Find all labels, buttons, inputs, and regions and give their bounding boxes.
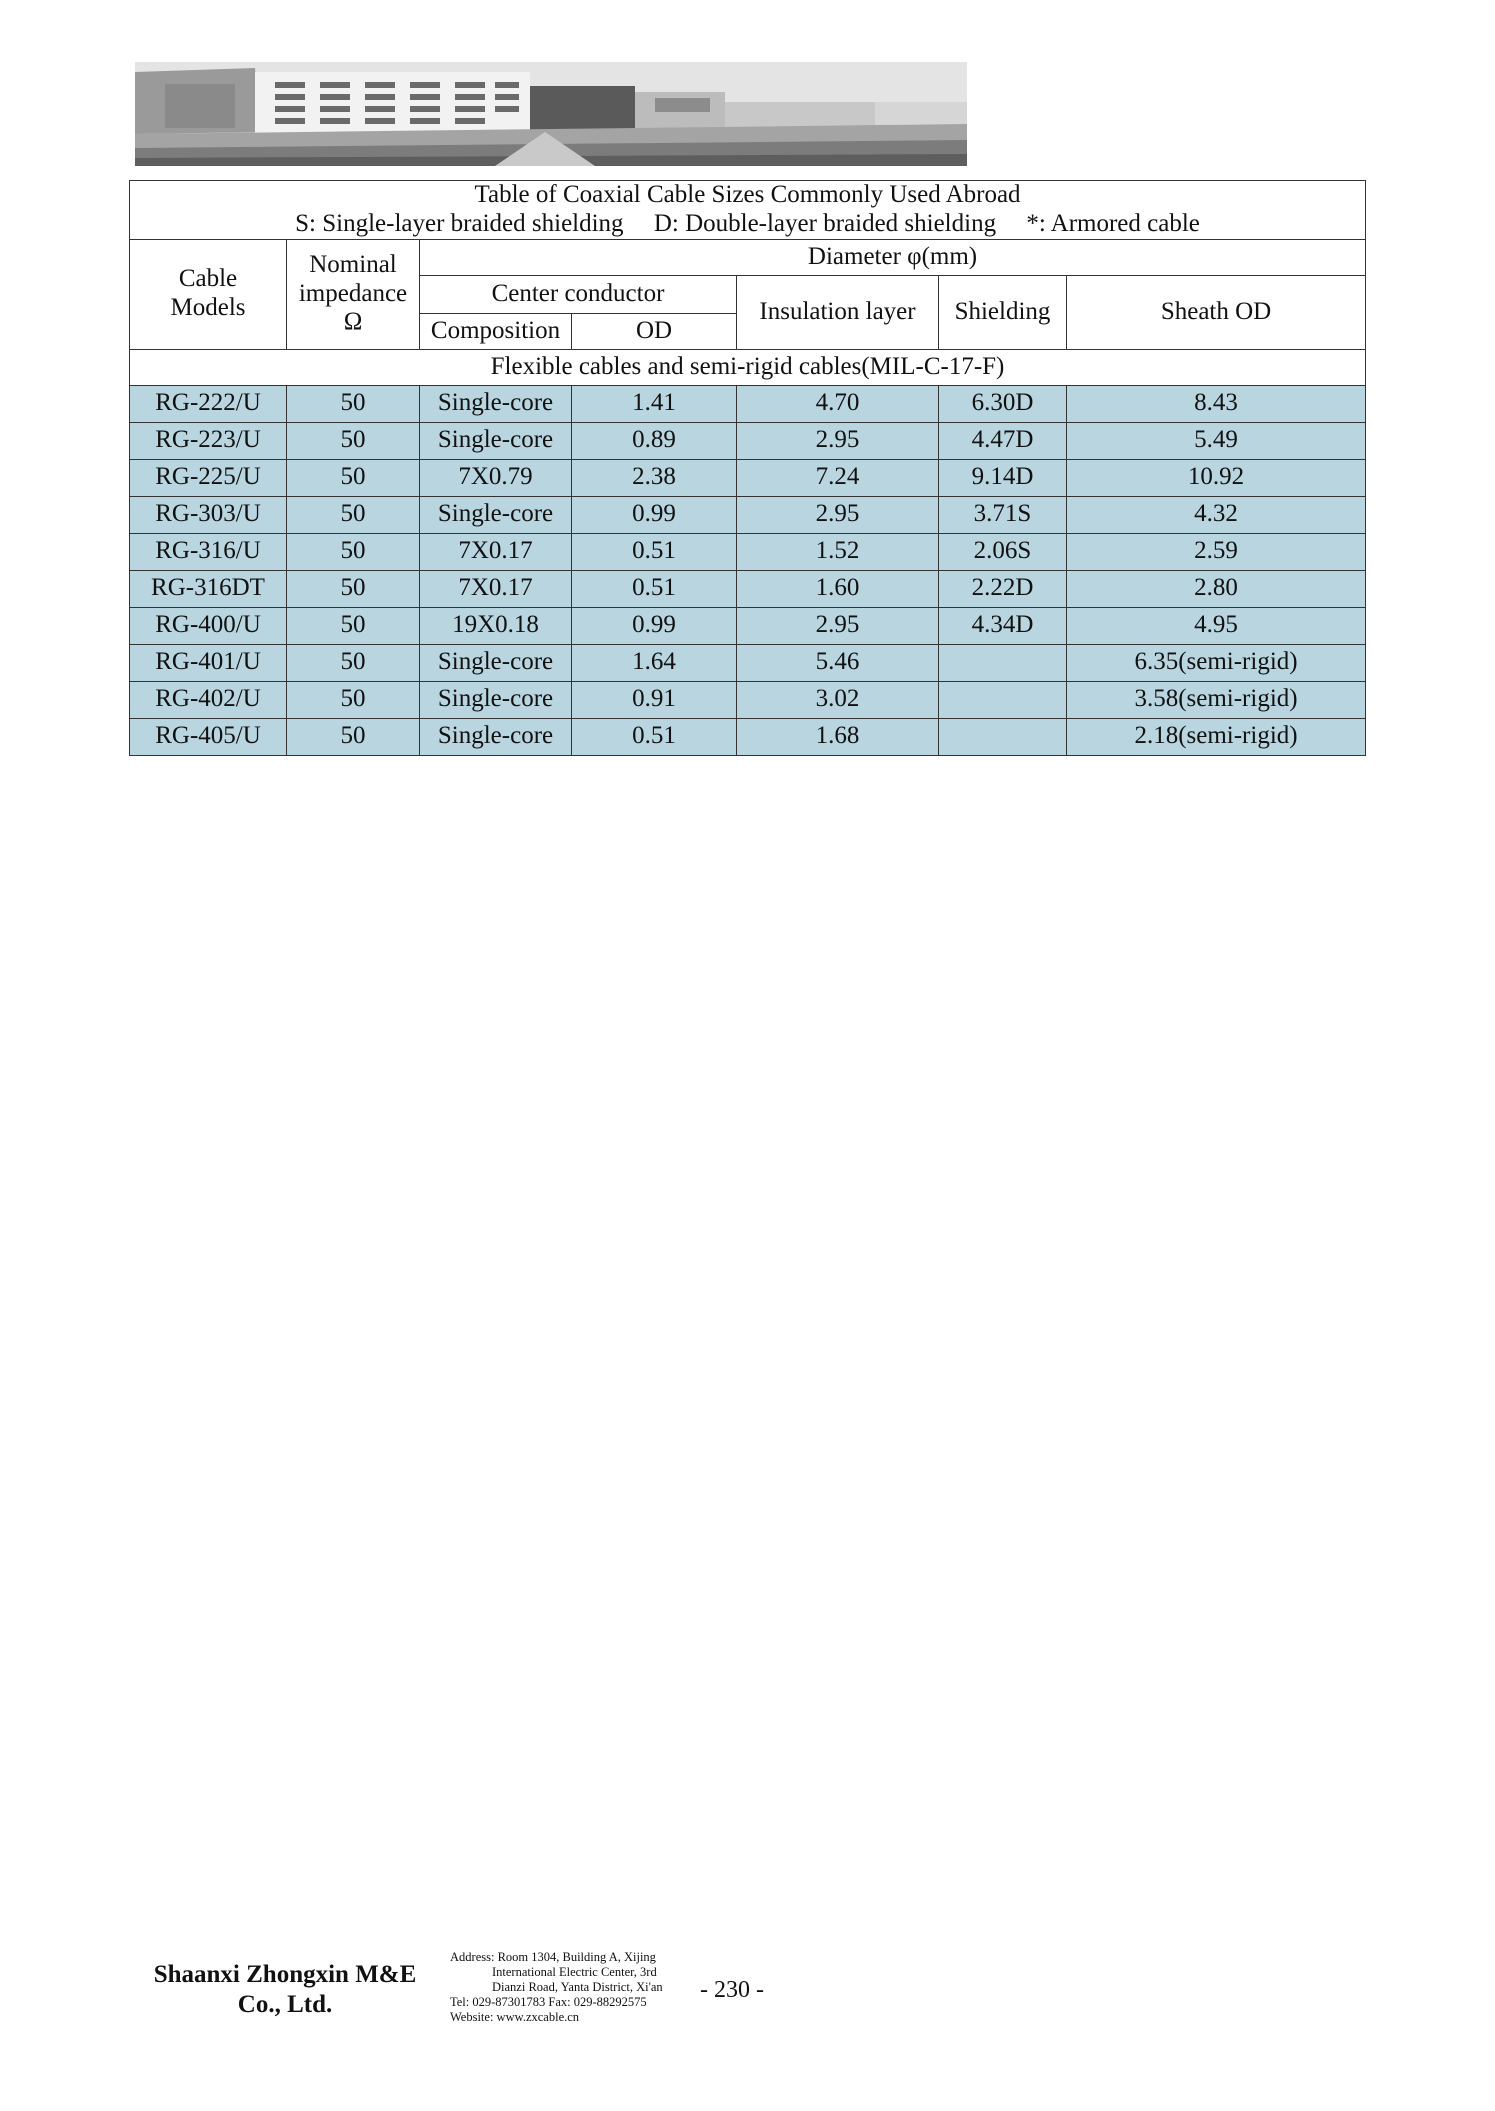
cell-impedance: 50 bbox=[287, 533, 420, 570]
cell-sheath: 2.80 bbox=[1067, 570, 1366, 607]
cell-insulation: 1.52 bbox=[737, 533, 939, 570]
cell-model: RG-303/U bbox=[130, 496, 287, 533]
website: Website: www.zxcable.cn bbox=[450, 2010, 580, 2024]
header-insulation-layer: Insulation layer bbox=[737, 275, 939, 349]
section-row bbox=[130, 349, 1366, 385]
cell-od: 0.51 bbox=[572, 718, 737, 755]
cell-model: RG-402/U bbox=[130, 681, 287, 718]
cell-insulation: 1.68 bbox=[737, 718, 939, 755]
table-legend bbox=[130, 210, 1365, 239]
address-line1: Address: Room 1304, Building A, Xijing bbox=[450, 1950, 656, 1964]
cell-sheath: 6.35(semi-rigid) bbox=[1067, 644, 1366, 681]
cell-od: 2.38 bbox=[572, 459, 737, 496]
cell-shielding bbox=[939, 644, 1067, 681]
cell-shielding: 4.34D bbox=[939, 607, 1067, 644]
header-composition: Composition bbox=[420, 313, 572, 349]
table-row bbox=[130, 496, 1366, 533]
cell-impedance: 50 bbox=[287, 385, 420, 422]
header-od: OD bbox=[572, 313, 737, 349]
cell-composition: Single-core bbox=[420, 496, 572, 533]
header-nominal-impedance bbox=[287, 239, 420, 349]
factory-building-banner-image bbox=[135, 62, 967, 166]
cell-impedance: 50 bbox=[287, 718, 420, 755]
cell-insulation: 2.95 bbox=[737, 496, 939, 533]
company-name-line2: Co., Ltd. bbox=[237, 1991, 333, 2018]
cell-od: 0.51 bbox=[572, 533, 737, 570]
header-nominal: Nominal bbox=[309, 250, 397, 278]
cell-od: 0.89 bbox=[572, 422, 737, 459]
header-shielding: Shielding bbox=[939, 275, 1067, 349]
legend-armored: *: Armored cable bbox=[1026, 209, 1200, 237]
table-row bbox=[130, 607, 1366, 644]
cell-impedance: 50 bbox=[287, 681, 420, 718]
header-sheath-od: Sheath OD bbox=[1067, 275, 1366, 349]
cell-impedance: 50 bbox=[287, 422, 420, 459]
table-title-row bbox=[130, 181, 1366, 240]
cell-model: RG-405/U bbox=[130, 718, 287, 755]
cell-impedance: 50 bbox=[287, 459, 420, 496]
legend-double-layer: D: Double-layer braided shielding bbox=[653, 209, 997, 237]
cell-model: RG-316/U bbox=[130, 533, 287, 570]
cell-sheath: 5.49 bbox=[1067, 422, 1366, 459]
cell-composition: Single-core bbox=[420, 718, 572, 755]
header-impedance: impedance bbox=[298, 279, 408, 307]
header-diameter: Diameter φ(mm) bbox=[420, 239, 1366, 275]
table-row bbox=[130, 570, 1366, 607]
page-number: - 230 - bbox=[700, 1977, 764, 2003]
cell-model: RG-222/U bbox=[130, 385, 287, 422]
cell-od: 0.99 bbox=[572, 607, 737, 644]
header-cable-models: Cable Models bbox=[130, 239, 287, 349]
cell-composition: Single-core bbox=[420, 422, 572, 459]
cell-insulation: 7.24 bbox=[737, 459, 939, 496]
cell-insulation: 2.95 bbox=[737, 422, 939, 459]
cell-model: RG-223/U bbox=[130, 422, 287, 459]
cell-composition: 19X0.18 bbox=[420, 607, 572, 644]
cell-sheath: 3.58(semi-rigid) bbox=[1067, 681, 1366, 718]
tel-fax: Tel: 029-87301783 Fax: 029-88292575 bbox=[450, 1995, 647, 2009]
cell-shielding: 4.47D bbox=[939, 422, 1067, 459]
cell-shielding bbox=[939, 718, 1067, 755]
cell-composition: 7X0.17 bbox=[420, 570, 572, 607]
cell-od: 1.64 bbox=[572, 644, 737, 681]
cell-insulation: 5.46 bbox=[737, 644, 939, 681]
cell-impedance: 50 bbox=[287, 644, 420, 681]
cell-shielding: 2.22D bbox=[939, 570, 1067, 607]
cell-model: RG-225/U bbox=[130, 459, 287, 496]
company-name bbox=[140, 1960, 430, 2020]
cell-shielding: 2.06S bbox=[939, 533, 1067, 570]
cell-model: RG-400/U bbox=[130, 607, 287, 644]
cell-insulation: 2.95 bbox=[737, 607, 939, 644]
cell-impedance: 50 bbox=[287, 607, 420, 644]
cell-model: RG-401/U bbox=[130, 644, 287, 681]
company-name-line1: Shaanxi Zhongxin M&E bbox=[153, 1961, 417, 1988]
cell-od: 0.91 bbox=[572, 681, 737, 718]
cell-composition: Single-core bbox=[420, 681, 572, 718]
cell-od: 1.41 bbox=[572, 385, 737, 422]
header-ohm: Ω bbox=[343, 308, 363, 336]
table-title-cell bbox=[130, 181, 1366, 240]
cell-shielding: 3.71S bbox=[939, 496, 1067, 533]
table-row bbox=[130, 459, 1366, 496]
cell-shielding bbox=[939, 681, 1067, 718]
table-title: Table of Coaxial Cable Sizes Commonly Used Abroad bbox=[474, 181, 1021, 208]
cell-sheath: 4.95 bbox=[1067, 607, 1366, 644]
cell-od: 0.51 bbox=[572, 570, 737, 607]
legend-single-layer: S: Single-layer braided shielding bbox=[295, 209, 624, 237]
company-address bbox=[450, 1950, 690, 2025]
cell-sheath: 2.18(semi-rigid) bbox=[1067, 718, 1366, 755]
cell-impedance: 50 bbox=[287, 496, 420, 533]
table-row bbox=[130, 422, 1366, 459]
header-center-conductor: Center conductor bbox=[420, 275, 737, 313]
table-row bbox=[130, 681, 1366, 718]
cell-sheath: 4.32 bbox=[1067, 496, 1366, 533]
table-body bbox=[130, 385, 1366, 755]
cell-sheath: 10.92 bbox=[1067, 459, 1366, 496]
cell-composition: Single-core bbox=[420, 644, 572, 681]
header-row-1 bbox=[130, 239, 1366, 275]
table-row bbox=[130, 533, 1366, 570]
cell-model: RG-316DT bbox=[130, 570, 287, 607]
cell-composition: 7X0.79 bbox=[420, 459, 572, 496]
table-row bbox=[130, 644, 1366, 681]
address-line3: Dianzi Road, Yanta District, Xi'an bbox=[492, 1980, 663, 1994]
cell-impedance: 50 bbox=[287, 570, 420, 607]
page-footer bbox=[0, 1950, 1495, 2030]
cell-shielding: 6.30D bbox=[939, 385, 1067, 422]
table-row bbox=[130, 718, 1366, 755]
cell-insulation: 1.60 bbox=[737, 570, 939, 607]
address-line2: International Electric Center, 3rd bbox=[492, 1965, 657, 1979]
cell-sheath: 2.59 bbox=[1067, 533, 1366, 570]
table-row bbox=[130, 385, 1366, 422]
cell-insulation: 4.70 bbox=[737, 385, 939, 422]
cell-od: 0.99 bbox=[572, 496, 737, 533]
cell-shielding: 9.14D bbox=[939, 459, 1067, 496]
cell-composition: 7X0.17 bbox=[420, 533, 572, 570]
cell-insulation: 3.02 bbox=[737, 681, 939, 718]
coaxial-cable-size-table bbox=[129, 180, 1366, 756]
section-title: Flexible cables and semi-rigid cables(MIL-C-17-F) bbox=[130, 349, 1366, 385]
cell-composition: Single-core bbox=[420, 385, 572, 422]
cell-sheath: 8.43 bbox=[1067, 385, 1366, 422]
